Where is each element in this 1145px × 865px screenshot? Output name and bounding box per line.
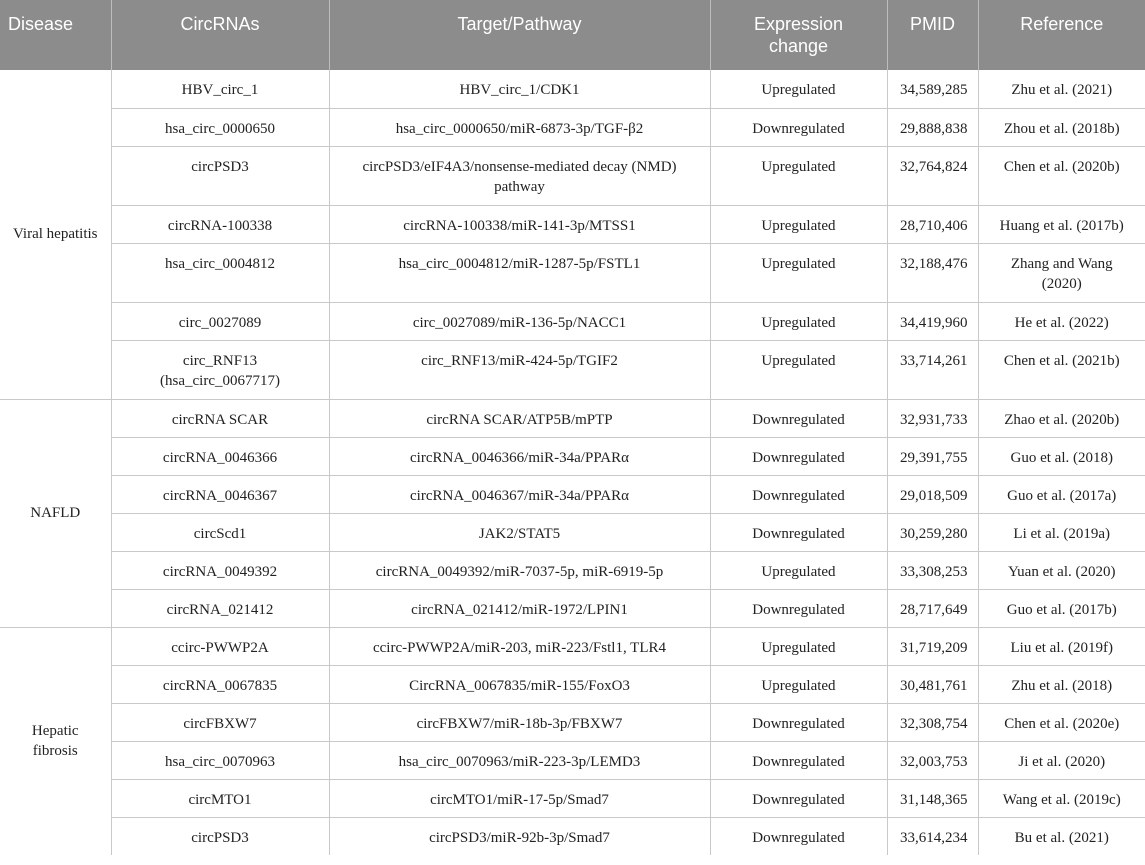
reference-cell: Zhu et al. (2018)	[978, 665, 1145, 703]
pmid-cell: 28,710,406	[887, 205, 978, 243]
circrna-cell: hsa_circ_0004812	[111, 243, 329, 302]
expression-cell: Downregulated	[710, 779, 887, 817]
target-line2: pathway	[494, 178, 545, 195]
pmid-cell: 31,148,365	[887, 779, 978, 817]
reference-cell: Chen et al. (2020b)	[978, 146, 1145, 205]
disease-hepatic-fibrosis	[0, 627, 111, 855]
expression-cell: Upregulated	[710, 551, 887, 589]
reference-cell: Guo et al. (2017a)	[978, 475, 1145, 513]
circrna-cell: circ_0027089	[111, 302, 329, 340]
reference-cell: Ji et al. (2020)	[978, 741, 1145, 779]
table-row	[0, 70, 1145, 108]
table-row	[0, 703, 1145, 741]
reference-cell: Zhou et al. (2018b)	[978, 108, 1145, 146]
table-row	[0, 475, 1145, 513]
table-row	[0, 551, 1145, 589]
table-row	[0, 146, 1145, 205]
reference-cell: Li et al. (2019a)	[978, 513, 1145, 551]
pmid-cell: 33,614,234	[887, 817, 978, 855]
pmid-cell: 32,764,824	[887, 146, 978, 205]
table-row	[0, 779, 1145, 817]
pmid-cell: 34,589,285	[887, 70, 978, 108]
pmid-cell: 29,391,755	[887, 437, 978, 475]
reference-cell: Guo et al. (2018)	[978, 437, 1145, 475]
circrna-cell	[111, 340, 329, 399]
target-cell: hsa_circ_0004812/miR-1287-5p/FSTL1	[329, 243, 710, 302]
circrna-cell: circScd1	[111, 513, 329, 551]
circrna-cell: circRNA_0049392	[111, 551, 329, 589]
circrna-cell: circRNA_0046366	[111, 437, 329, 475]
target-cell	[329, 146, 710, 205]
table-row	[0, 340, 1145, 399]
target-cell: circRNA_0046367/miR-34a/PPARα	[329, 475, 710, 513]
header-expression-line2: change	[768, 36, 829, 56]
reference-cell	[978, 243, 1145, 302]
pmid-cell: 29,888,838	[887, 108, 978, 146]
circrna-cell: circPSD3	[111, 817, 329, 855]
expression-cell: Upregulated	[710, 627, 887, 665]
target-cell: circ_RNF13/miR-424-5p/TGIF2	[329, 340, 710, 399]
pmid-cell: 33,308,253	[887, 551, 978, 589]
expression-cell: Downregulated	[710, 703, 887, 741]
table-row	[0, 108, 1145, 146]
table-row	[0, 627, 1145, 665]
circrna-cell: circRNA SCAR	[111, 399, 329, 437]
expression-cell: Downregulated	[710, 437, 887, 475]
circrna-cell: circRNA_021412	[111, 589, 329, 627]
pmid-cell: 28,717,649	[887, 589, 978, 627]
expression-cell: Upregulated	[710, 70, 887, 108]
circrna-cell: circRNA-100338	[111, 205, 329, 243]
table-row	[0, 399, 1145, 437]
target-cell: circFBXW7/miR-18b-3p/FBXW7	[329, 703, 710, 741]
header-expression-line1: Expression	[753, 14, 844, 34]
expression-cell: Upregulated	[710, 146, 887, 205]
expression-cell: Downregulated	[710, 741, 887, 779]
expression-cell: Upregulated	[710, 205, 887, 243]
table-row	[0, 437, 1145, 475]
target-cell: hsa_circ_0070963/miR-223-3p/LEMD3	[329, 741, 710, 779]
circrna-cell: circPSD3	[111, 146, 329, 205]
reference-cell: Zhu et al. (2021)	[978, 70, 1145, 108]
target-cell: circRNA SCAR/ATP5B/mPTP	[329, 399, 710, 437]
pmid-cell: 30,481,761	[887, 665, 978, 703]
reference-cell: Liu et al. (2019f)	[978, 627, 1145, 665]
expression-cell: Downregulated	[710, 513, 887, 551]
target-cell: circRNA-100338/miR-141-3p/MTSS1	[329, 205, 710, 243]
circrna-cell: HBV_circ_1	[111, 70, 329, 108]
expression-cell: Upregulated	[710, 302, 887, 340]
pmid-cell: 32,931,733	[887, 399, 978, 437]
reference-line2: (2020)	[1041, 275, 1082, 292]
expression-cell: Downregulated	[710, 817, 887, 855]
target-cell: JAK2/STAT5	[329, 513, 710, 551]
table-row	[0, 243, 1145, 302]
table-row	[0, 205, 1145, 243]
target-cell: circRNA_021412/miR-1972/LPIN1	[329, 589, 710, 627]
table-row	[0, 741, 1145, 779]
circrna-cell: circRNA_0046367	[111, 475, 329, 513]
pmid-cell: 30,259,280	[887, 513, 978, 551]
target-cell: HBV_circ_1/CDK1	[329, 70, 710, 108]
expression-cell: Upregulated	[710, 243, 887, 302]
pmid-cell: 34,419,960	[887, 302, 978, 340]
circrna-line1: circ_RNF13	[182, 352, 258, 369]
target-line1: circPSD3/eIF4A3/nonsense-mediated decay (NMD)	[362, 158, 677, 175]
reference-cell: Chen et al. (2021b)	[978, 340, 1145, 399]
header-target-pathway: Target/Pathway	[329, 0, 710, 70]
pmid-cell: 32,188,476	[887, 243, 978, 302]
target-cell: circPSD3/miR-92b-3p/Smad7	[329, 817, 710, 855]
reference-cell: Huang et al. (2017b)	[978, 205, 1145, 243]
reference-cell: Guo et al. (2017b)	[978, 589, 1145, 627]
target-cell: circMTO1/miR-17-5p/Smad7	[329, 779, 710, 817]
disease-line1: Hepatic	[31, 723, 79, 740]
circrna-cell: circFBXW7	[111, 703, 329, 741]
pmid-cell: 29,018,509	[887, 475, 978, 513]
circrna-cell: circMTO1	[111, 779, 329, 817]
reference-cell: He et al. (2022)	[978, 302, 1145, 340]
header-reference: Reference	[978, 0, 1145, 70]
disease-line2: fibrosis	[32, 743, 78, 760]
table-row	[0, 589, 1145, 627]
pmid-cell: 32,308,754	[887, 703, 978, 741]
pmid-cell: 32,003,753	[887, 741, 978, 779]
circrna-cell: ccirc-PWWP2A	[111, 627, 329, 665]
reference-cell: Chen et al. (2020e)	[978, 703, 1145, 741]
table-row	[0, 817, 1145, 855]
circrna-line2: (hsa_circ_0067717)	[160, 372, 280, 389]
reference-line1: Zhang and Wang	[1010, 255, 1113, 272]
header-expression-change	[710, 0, 887, 70]
expression-cell: Upregulated	[710, 340, 887, 399]
circrna-cell: hsa_circ_0000650	[111, 108, 329, 146]
table-row	[0, 302, 1145, 340]
expression-cell: Downregulated	[710, 475, 887, 513]
target-cell: hsa_circ_0000650/miR-6873-3p/TGF-β2	[329, 108, 710, 146]
table-row	[0, 665, 1145, 703]
header-disease: Disease	[0, 0, 111, 70]
target-cell: CircRNA_0067835/miR-155/FoxO3	[329, 665, 710, 703]
expression-cell: Downregulated	[710, 399, 887, 437]
expression-cell: Downregulated	[710, 108, 887, 146]
pmid-cell: 33,714,261	[887, 340, 978, 399]
circrna-cell: circRNA_0067835	[111, 665, 329, 703]
disease-nafld: NAFLD	[0, 399, 111, 627]
target-cell: ccirc-PWWP2A/miR-203, miR-223/Fstl1, TLR4	[329, 627, 710, 665]
pmid-cell: 31,719,209	[887, 627, 978, 665]
expression-cell: Downregulated	[710, 589, 887, 627]
expression-cell: Upregulated	[710, 665, 887, 703]
target-cell: circRNA_0049392/miR-7037-5p, miR-6919-5p	[329, 551, 710, 589]
target-cell: circ_0027089/miR-136-5p/NACC1	[329, 302, 710, 340]
header-row	[0, 0, 1145, 70]
reference-cell: Wang et al. (2019c)	[978, 779, 1145, 817]
table-row	[0, 513, 1145, 551]
disease-viral-hepatitis: Viral hepatitis	[0, 70, 111, 399]
circrna-cell: hsa_circ_0070963	[111, 741, 329, 779]
reference-cell: Yuan et al. (2020)	[978, 551, 1145, 589]
header-pmid: PMID	[887, 0, 978, 70]
target-cell: circRNA_0046366/miR-34a/PPARα	[329, 437, 710, 475]
reference-cell: Zhao et al. (2020b)	[978, 399, 1145, 437]
header-circrnas: CircRNAs	[111, 0, 329, 70]
reference-cell: Bu et al. (2021)	[1014, 829, 1109, 846]
